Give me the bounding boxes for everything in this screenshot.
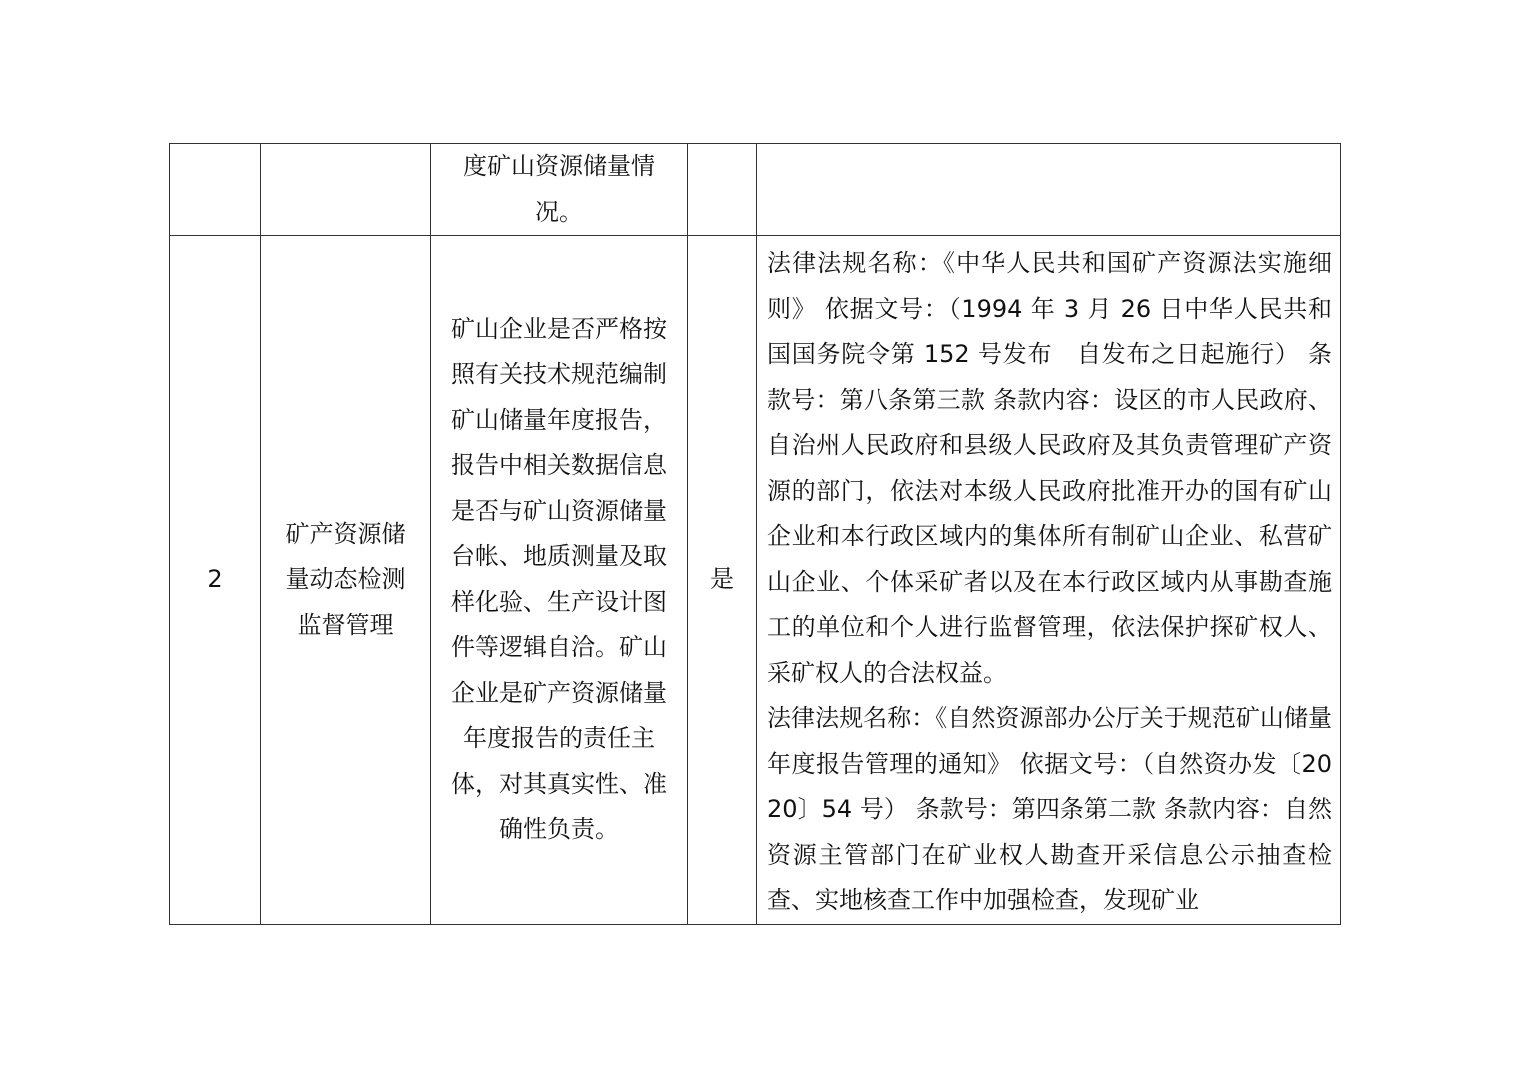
item-cell [261, 144, 431, 236]
item-cell [261, 236, 431, 925]
content-cell [431, 236, 688, 925]
flag-cell [688, 144, 757, 236]
basis-paragraph-2: 法律法规名称：《自然资源部办公厅关于规范矿山储量年度报告管理的通知》 依据文号：（自然资办发〔2020〕54 号） 条款号：第四条第二款 条款内容：自然资源主管部门在矿业权人勘查开采信息公示抽查检查、实地核查工作中加强检查，发现矿业 [767, 704, 1332, 914]
content-text: 度矿山资源储量情况。 [463, 152, 655, 226]
flag-text: 是 [710, 565, 734, 593]
seq-text: 2 [207, 565, 223, 593]
flag-cell [688, 236, 757, 925]
seq-cell [170, 236, 261, 925]
content-cell [431, 144, 688, 236]
item-text: 矿产资源储量动态检测监督管理 [285, 519, 406, 639]
table-row-2 [170, 236, 1341, 925]
basis-cell [757, 144, 1341, 236]
seq-cell [170, 144, 261, 236]
content-text: 矿山企业是否严格按照有关技术规范编制矿山储量年度报告，报告中相关数据信息是否与矿山资源储量台帐、地质测量及取样化验、生产设计图件等逻辑自洽。矿山企业是矿产资源储量年度报告的责任主体，对其真实性、准确性负责。 [451, 314, 667, 844]
basis-paragraph-1: 法律法规名称：《中华人民共和国矿产资源法实施细则》 依据文号：（1994 年 3 月 26 日中华人民共和国国务院令第 152 号发布 自发布之日起施行） 条款号：第八条第三款 条款内容：设区的市人民政府、自治州人民政府和县级人民政府及其负责管理矿产资源的部门，依法对本级人民政府批准开办的国有矿山企业和本行政区域内的集体所有制矿山企业、私营矿山企业、个体采矿者以及在本行政区域内从事勘查施工的单位和个人进行监督管理，依法保护探矿权人、采矿权人的合法权益。 [767, 249, 1332, 687]
table-row-continuation [170, 144, 1341, 236]
basis-cell [757, 236, 1341, 925]
supervision-table [169, 143, 1341, 925]
